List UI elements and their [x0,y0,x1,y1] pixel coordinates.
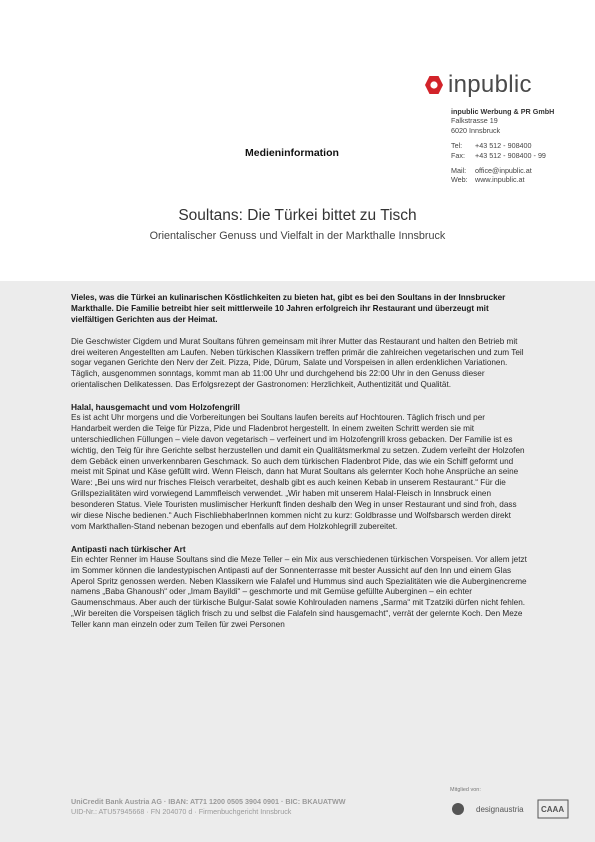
document-type-label: Medieninformation [245,147,339,159]
brand-name: inpublic [448,71,532,98]
footer-register-line: UID-Nr.: ATU57945668 · FN 204070 d · Firmenbuchgericht Innsbruck [71,807,292,816]
fax-row [451,151,586,160]
section-heading-antipasti: Antipasti nach türkischer Art [71,543,186,554]
phone-row [451,141,586,150]
article-body [71,293,527,631]
company-name: inpublic Werbung & PR GmbH [451,107,555,116]
brand-logo [424,72,532,98]
member-label: Mitglied von: [450,787,481,793]
page-subtitle: Orientalischer Genuss und Vielfalt in der Markthalle Innsbruck [149,230,446,242]
fax-number: +43 512 - 908400 - 99 [475,150,546,160]
caaa-logo: CAAA [541,805,565,814]
web-row [451,175,586,184]
company-street: Falkstrasse 19 [451,116,498,126]
paragraph-antipasti: Ein echter Renner im Hause Soultans sind die Meze Teller – ein Mix aus verschiedenen türkischen Vorspeisen. Vor allem jetzt im Sommer können die landestypischen Antipasti auf der Sonnenterrasse mit bester Aussicht auf den Inn und einem Glas Aperol Spritz genossen werden. Neben Klassikern wie Falafel und Hummus sind auch Spezialitäten wie die Auberginencreme namens „Baba Ghanoush“ oder „Imam Bayildi“ – geschmorte und mit Gemüse gefüllte Auberginen – ein echter Gaumenschmaus. Aber auch der türkische Bulgur-Salat sowie Kohlrouladen namens „Sarma“ mit Tzatziki dürfen nicht fehlen. „Wir bereiten die Vorspeisen täglich frisch zu und selbst die Falafeln sind hausgemacht“, verrät der gelernte Koch. Den Meze Teller kann man einzeln oder zum Teilen für zwei Personen [71,554,527,630]
lead-paragraph: Vieles, was die Türkei an kulinarischen Köstlichkeiten zu bieten hat, gibt es bei den Soultans in der Innsbrucker Markthalle. Die Familie betreibt hier seit mittlerweile 10 Jahren erfolgreich ihr Restaurant und überzeugt mit vielfältigen Gerichten aus der Heimat. [71,293,506,324]
phone-label: Tel: [451,141,463,151]
page-title: Soultans: Die Türkei bittet zu Tisch [178,207,417,224]
company-city: 6020 Innsbruck [451,125,501,135]
section-heading-halal: Halal, hausgemacht und vom Holzofengrill [71,402,240,413]
mail-address[interactable]: office@inpublic.at [475,166,532,176]
designaustria-logo: designaustria [476,805,524,814]
paragraph-intro: Die Geschwister Cigdem und Murat Soultans führen gemeinsam mit ihrer Mutter das Restaurant und halten den Betrieb mit drei weiteren Angestellten am Laufen. Neben türkischen Klassikern treffen primär die zahlreichen vegetarischen und zum Teil sogar veganen Gerichte den Nerv der Zeit. Pizza, Pide, Dürum, Salate und Vorspeisen in allen erdenklichen Variationen. Täglich, ausgenommen sonntags, kommt man ab 11:00 Uhr und durchgehend bis 22:00 Uhr in den Genuss dieser orientalischen Delikatessen. Das Erfolgsrezept der Gastronomen: Herzlichkeit, Authentizität und Qualität. [71,336,524,390]
footer-bank-line: UniCredit Bank Austria AG · IBAN: AT71 1200 0505 3904 0901 · BIC: BKAUATWW [71,797,346,806]
web-label: Web: [451,175,468,185]
fax-label: Fax: [451,150,465,160]
mail-row [451,166,586,175]
paragraph-halal: Es ist acht Uhr morgens und die Vorbereitungen bei Soultans laufen bereits auf Hochtouren. Täglich frisch und per Handarbeit werden die Teige für Pizza, Pide und Fladenbrot hergestellt. In einem zweiten Schritt werden sie mit unterschiedlichen Füllungen – viele davon vegetarisch – verfeinert und im Holzofengrill kross gebacken. Der Familie ist es wichtig, den Teig für ihre Gerichte selbst herzustellen und damit ein Qualitätsmerkmal zu setzen. Zudem verleiht der Holzofen dem Gebäck einen unverkennbaren Geschmack. So auch dem türkischen Fladenbrot Pide, das wie ein Schiff geformt und meist mit Spinat und Käse gefüllt wird. Wenn Fleisch, dann hat Murat Soultans als gelernter Koch hohe Ansprüche an seine Ware: „Bei uns wird nur frisches Fleisch verarbeitet, deshalb gibt es auch keinen Kebab in unserem Restaurant.“ Für die Grillspezialitäten wird vorwiegend Lammfleisch verwendet. „Wir haben mit unserem Halal-Fleisch in Innsbruck einen besonderen Status. Viele Touristen muslimischer Herkunft finden deshalb den Weg in unser Restaurant und sind froh, dass wir diese Nische bedienen.“ Auch FischliebhaberInnen kommen nicht zu kurz: Goldbrasse und Wolfsbarsch werden direkt vom Markthallen-Stand nebenan bezogen und ebenfalls auf dem Holzkohlegrill zubereitet. [71,412,525,531]
member-seal-icon [452,803,464,815]
web-address[interactable]: www.inpublic.at [475,175,525,185]
mail-label: Mail: [451,166,467,176]
contact-block [451,107,586,185]
footer-bank-info [71,797,346,817]
member-logos [450,797,570,821]
phone-number: +43 512 - 908400 [475,141,532,151]
inpublic-logo-icon [424,75,444,95]
